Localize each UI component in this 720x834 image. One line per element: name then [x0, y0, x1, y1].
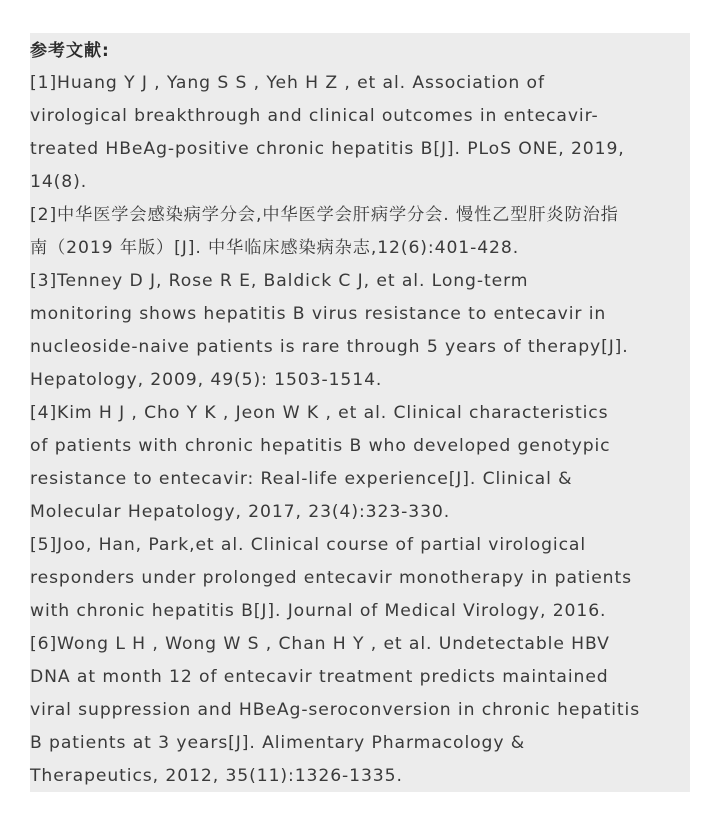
reference-line: [3]Tenney D J, Rose R E, Baldick C J, et al. Long-term: [30, 271, 529, 291]
reference-line: treated HBeAg-positive chronic hepatitis B[J]. PLoS ONE, 2019,: [30, 139, 625, 159]
reference-line: [5]Joo, Han, Park,et al. Clinical course of partial virological: [30, 535, 587, 555]
references-heading: 参考文献:: [30, 41, 110, 61]
reference-line: responders under prolonged entecavir monotherapy in patients: [30, 568, 632, 588]
reference-line: [4]Kim H J , Cho Y K , Jeon W K , et al. Clinical characteristics: [30, 403, 609, 423]
reference-line: Hepatology, 2009, 49(5): 1503-1514.: [30, 370, 383, 390]
reference-item-5: [30, 529, 710, 628]
reference-line: [6]Wong L H , Wong W S , Chan H Y , et al. Undetectable HBV: [30, 634, 610, 654]
reference-line: B patients at 3 years[J]. Alimentary Pharmacology &: [30, 733, 526, 753]
reference-line: monitoring shows hepatitis B virus resistance to entecavir in: [30, 304, 607, 324]
reference-item-6: [30, 628, 710, 793]
reference-item-4: [30, 397, 710, 529]
reference-line: [1]Huang Y J , Yang S S , Yeh H Z , et al. Association of: [30, 73, 545, 93]
reference-line: [2]中华医学会感染病学分会,中华医学会肝病学分会. 慢性乙型肝炎防治指: [30, 205, 619, 225]
reference-line: 14(8).: [30, 172, 88, 192]
reference-line: of patients with chronic hepatitis B who developed genotypic: [30, 436, 611, 456]
reference-line: virological breakthrough and clinical outcomes in entecavir-: [30, 106, 599, 126]
reference-line: Therapeutics, 2012, 35(11):1326-1335.: [30, 766, 403, 786]
reference-line: nucleoside-naive patients is rare through 5 years of therapy[J].: [30, 337, 629, 357]
reference-line: viral suppression and HBeAg-seroconversion in chronic hepatitis: [30, 700, 641, 720]
reference-line: Molecular Hepatology, 2017, 23(4):323-330.: [30, 502, 451, 522]
reference-item-1: [30, 67, 710, 199]
reference-line: 南（2019 年版）[J]. 中华临床感染病杂志,12(6):401-428.: [30, 238, 520, 258]
reference-item-3: [30, 265, 710, 397]
reference-line: with chronic hepatitis B[J]. Journal of Medical Virology, 2016.: [30, 601, 607, 621]
reference-line: resistance to entecavir: Real-life experience[J]. Clinical &: [30, 469, 573, 489]
reference-item-2: [30, 199, 710, 265]
reference-list: [30, 67, 710, 793]
reference-line: DNA at month 12 of entecavir treatment predicts maintained: [30, 667, 609, 687]
